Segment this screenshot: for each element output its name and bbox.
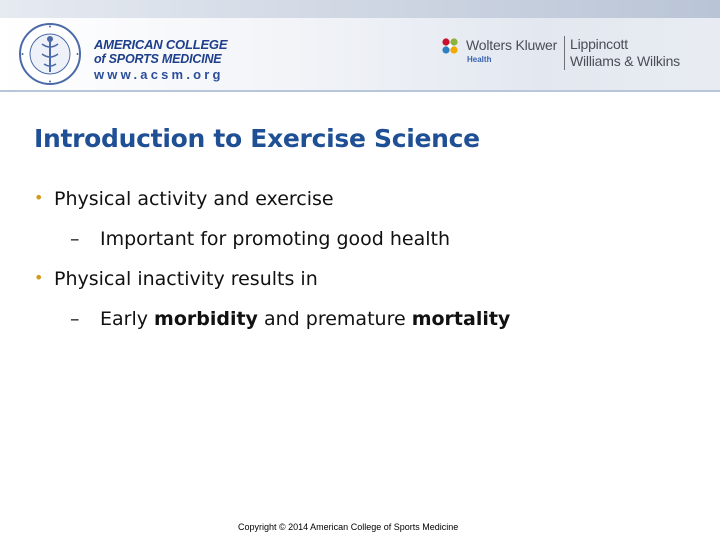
bullet-text: Physical activity and exercise bbox=[54, 188, 334, 210]
acsm-name-line1: AMERICAN COLLEGE bbox=[94, 37, 228, 52]
bullet-icon: • bbox=[34, 188, 44, 207]
wolters-kluwer-mark-icon bbox=[440, 36, 460, 56]
slide-title: Introduction to Exercise Science bbox=[34, 124, 480, 153]
wolters-kluwer-logo bbox=[440, 34, 710, 74]
term-morbidity: morbidity bbox=[154, 308, 258, 330]
sub-bullet-text-part: Early bbox=[100, 308, 155, 330]
term-mortality: mortality bbox=[411, 308, 511, 330]
lww-name-line1: Lippincott bbox=[570, 36, 628, 52]
acsm-logo bbox=[18, 22, 240, 86]
dash-icon: – bbox=[70, 228, 80, 250]
bullet-icon: • bbox=[34, 268, 44, 287]
dash-icon: – bbox=[70, 308, 80, 330]
wolters-kluwer-health: Health bbox=[467, 55, 492, 64]
acsm-seal-icon bbox=[18, 22, 82, 86]
acsm-url: www.acsm.org bbox=[94, 67, 224, 82]
bullet-item bbox=[34, 188, 334, 210]
sub-bullet-item bbox=[70, 308, 510, 330]
sub-bullet-text-part: and premature bbox=[257, 308, 412, 330]
bullet-item bbox=[34, 268, 318, 290]
logo-divider bbox=[564, 36, 565, 70]
sub-bullet-item bbox=[70, 228, 450, 250]
sub-bullet-text: Important for promoting good health bbox=[100, 228, 451, 250]
header-divider bbox=[0, 90, 720, 92]
bullet-text: Physical inactivity results in bbox=[54, 268, 318, 290]
wolters-kluwer-name: Wolters Kluwer bbox=[466, 37, 558, 53]
lww-name-line2: Williams & Wilkins bbox=[570, 53, 680, 69]
header-top-bar bbox=[0, 0, 720, 18]
copyright-footer: Copyright © 2014 American College of Sports Medicine bbox=[238, 522, 459, 532]
acsm-name-line2: of SPORTS MEDICINE bbox=[94, 52, 222, 66]
